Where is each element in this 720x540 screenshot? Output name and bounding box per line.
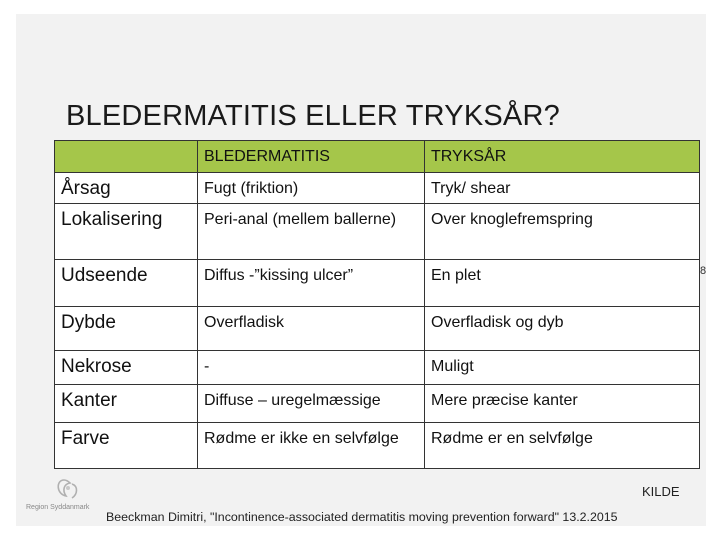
comparison-table [54,140,700,469]
bledermatitis-cell: Rødme er ikke en selvfølge [198,423,425,469]
header-cell-bledermatitis: BLEDERMATITIS [198,141,425,173]
row-label: Dybde [55,307,198,351]
header-cell-tryksar: TRYKSÅR [425,141,700,173]
region-logo-icon [26,476,110,506]
row-label: Årsag [55,173,198,204]
tryksar-cell: Overfladisk og dyb [425,307,700,351]
tryksar-cell: Mere præcise kanter [425,385,700,423]
bledermatitis-cell: Fugt (friktion) [198,173,425,204]
table-row [55,351,700,385]
tryksar-cell: Over knoglefremspring [425,204,700,260]
tryksar-cell: Rødme er en selvfølge [425,423,700,469]
tryksar-cell: Muligt [425,351,700,385]
row-label: Nekrose [55,351,198,385]
slide-title: BLEDERMATITIS ELLER TRYKSÅR? [66,100,560,132]
region-logo [26,476,110,516]
table-row [55,204,700,260]
row-label: Lokalisering [55,204,198,260]
table-header-row [55,141,700,173]
row-label: Udseende [55,260,198,307]
page-number: 8 [700,265,707,277]
table-row [55,307,700,351]
bledermatitis-cell: Diffuse – uregelmæssige [198,385,425,423]
bledermatitis-cell: Diffus -”kissing ulcer” [198,260,425,307]
header-cell-empty [55,141,198,173]
table-row [55,173,700,204]
logo-text: Region Syddanmark [26,504,90,511]
bledermatitis-cell: Overfladisk [198,307,425,351]
bledermatitis-cell: - [198,351,425,385]
bledermatitis-cell: Peri-anal (mellem ballerne) [198,204,425,260]
table-row [55,385,700,423]
row-label: Kanter [55,385,198,423]
row-label: Farve [55,423,198,469]
kilde-label: KILDE [642,484,680,499]
tryksar-cell: En plet [425,260,700,307]
tryksar-cell: Tryk/ shear [425,173,700,204]
table-row [55,260,700,307]
source-citation: Beeckman Dimitri, "Incontinence-associated dermatitis moving prevention forward" 13.2.2015 [106,510,618,524]
table-row [55,423,700,469]
